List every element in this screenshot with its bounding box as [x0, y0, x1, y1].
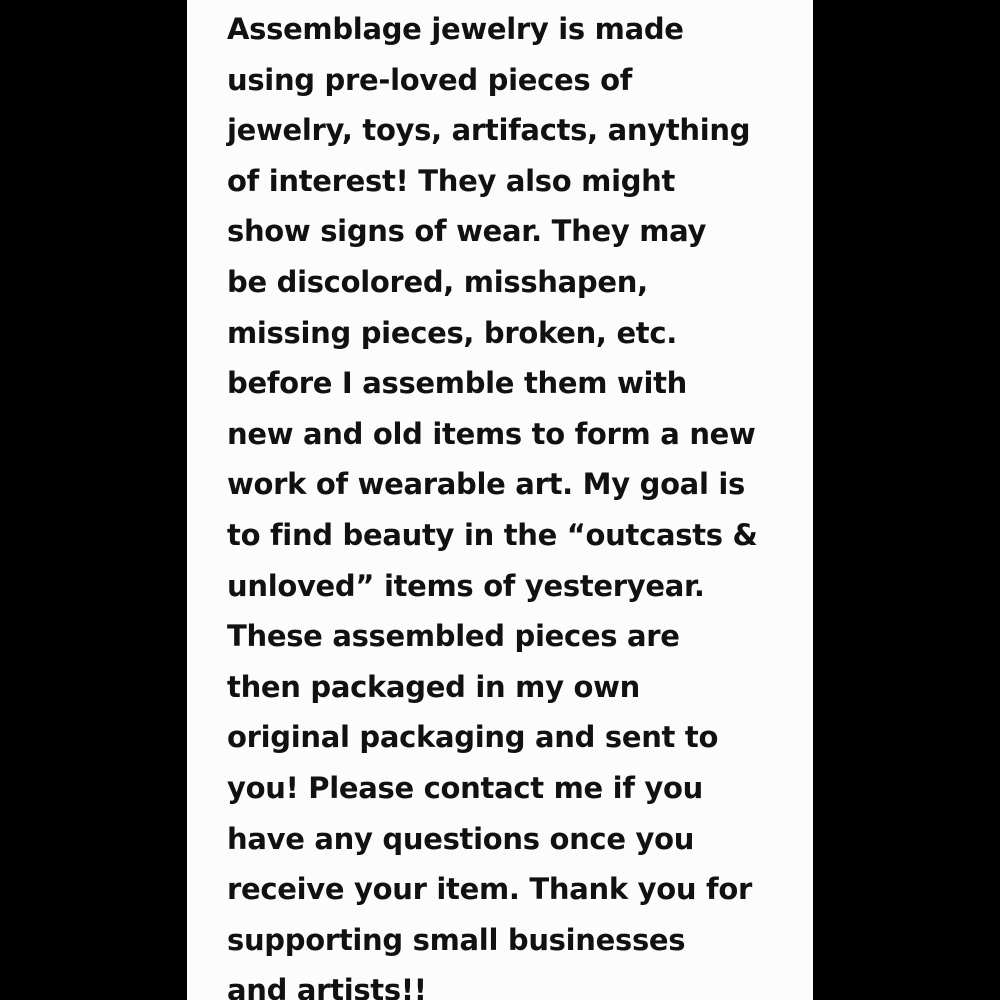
note-line: to find beauty in the “outcasts &: [227, 517, 758, 552]
note-line: and artists!!: [227, 973, 427, 1000]
note-line: supporting small businesses: [227, 922, 686, 957]
note-page: [187, 0, 813, 1000]
note-line: unloved” items of yesteryear.: [227, 568, 705, 603]
note-line: have any questions once you: [227, 821, 695, 856]
note-line: Assemblage jewelry is made: [227, 12, 684, 46]
note-line: using pre-loved pieces of: [227, 62, 633, 97]
note-line: missing pieces, broken, etc.: [227, 315, 677, 350]
note-line: then packaged in my own: [227, 669, 640, 704]
note-line: work of wearable art. My goal is: [227, 467, 745, 502]
note-line: original packaging and sent to: [227, 720, 719, 755]
note-body: [227, 4, 813, 1000]
note-line: show signs of wear. They may: [227, 214, 707, 249]
note-line: you! Please contact me if you: [227, 770, 704, 805]
note-line: new and old items to form a new: [227, 416, 756, 451]
note-line: These assembled pieces are: [227, 619, 680, 654]
note-line: be discolored, misshapen,: [227, 264, 648, 299]
note-line: before I assemble them with: [227, 366, 687, 401]
note-line: of interest! They also might: [227, 163, 676, 198]
note-line: receive your item. Thank you for: [227, 872, 752, 907]
note-line: jewelry, toys, artifacts, anything: [227, 113, 751, 148]
